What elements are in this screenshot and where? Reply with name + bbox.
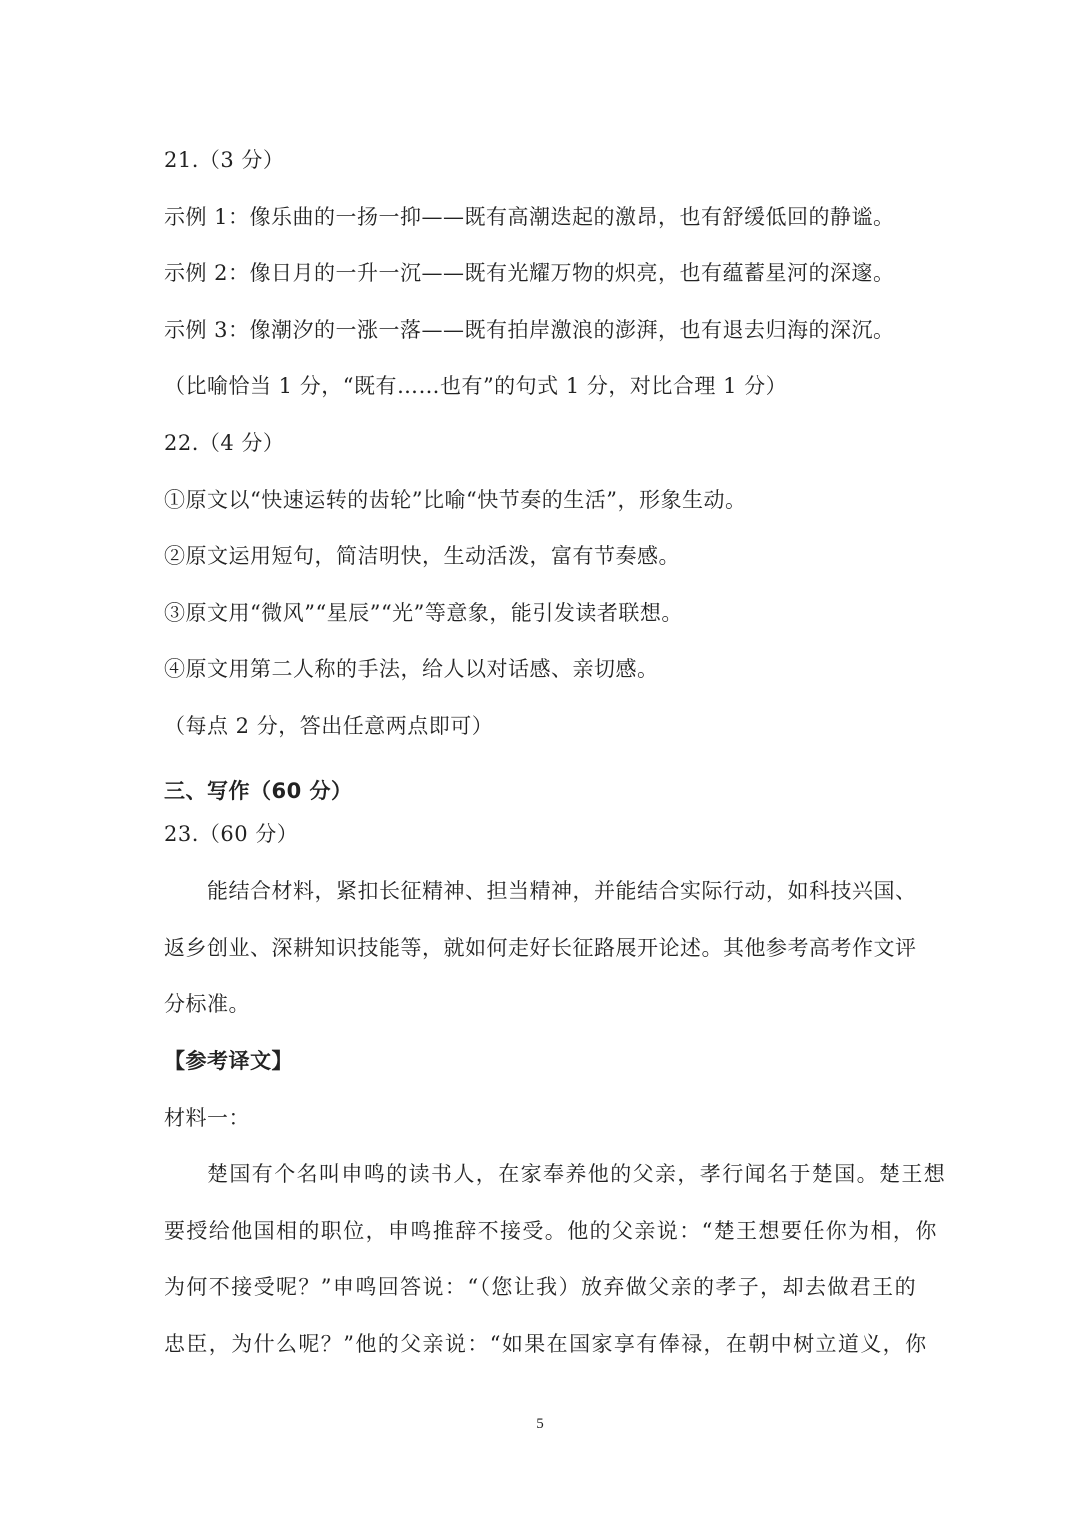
q22-point-3: ③原文用“微风”“星辰”“光”等意象，能引发读者联想。 <box>164 601 683 625</box>
q22-point-2: ②原文运用短句，简洁明快，生动活泼，富有节奏感。 <box>164 544 680 568</box>
q21-example-1: 示例 1：像乐曲的一扬一抑——既有高潮迭起的激昂，也有舒缓低回的静谧。 <box>164 205 895 229</box>
translation-line-1: 楚国有个名叫申鸣的读书人，在家奉养他的父亲，孝行闻名于楚国。楚王想 <box>207 1162 947 1186</box>
section-writing-title: 三、写作（60 分） <box>164 779 353 803</box>
q21-scoring-note: （比喻恰当 1 分，“既有……也有”的句式 1 分，对比合理 1 分） <box>164 374 788 398</box>
q23-paragraph-line-1: 能结合材料，紧扣长征精神、担当精神，并能结合实际行动，如科技兴国、 <box>207 879 917 903</box>
q23-paragraph-line-2: 返乡创业、深耕知识技能等，就如何走好长征路展开论述。其他参考高考作文评 <box>164 936 917 960</box>
q21-example-3: 示例 3：像潮汐的一涨一落——既有拍岸激浪的澎湃，也有退去归海的深沉。 <box>164 318 895 342</box>
q22-point-4: ④原文用第二人称的手法，给人以对话感、亲切感。 <box>164 657 659 681</box>
translation-line-2: 要授给他国相的职位，申鸣推辞不接受。他的父亲说：“楚王想要任你为相，你 <box>164 1219 938 1243</box>
q23-paragraph-line-3: 分标准。 <box>164 992 250 1016</box>
q23-heading: 23.（60 分） <box>164 822 299 846</box>
translation-title: 【参考译文】 <box>164 1049 293 1073</box>
translation-subtitle: 材料一： <box>164 1106 250 1130</box>
q21-example-2: 示例 2：像日月的一升一沉——既有光耀万物的炽亮，也有蕴蓄星河的深邃。 <box>164 261 895 285</box>
translation-line-4: 忠臣，为什么呢？”他的父亲说：“如果在国家享有俸禄，在朝中树立道义，你 <box>164 1332 928 1356</box>
q22-scoring-note: （每点 2 分，答出任意两点即可） <box>164 714 494 738</box>
q22-point-1: ①原文以“快速运转的齿轮”比喻“快节奏的生活”，形象生动。 <box>164 488 747 512</box>
translation-line-3: 为何不接受呢？”申鸣回答说：“（您让我）放弃做父亲的孝子，却去做君王的 <box>164 1275 917 1299</box>
page-number: 5 <box>536 1416 544 1432</box>
q22-heading: 22.（4 分） <box>164 431 285 455</box>
q21-heading: 21.（3 分） <box>164 148 285 172</box>
